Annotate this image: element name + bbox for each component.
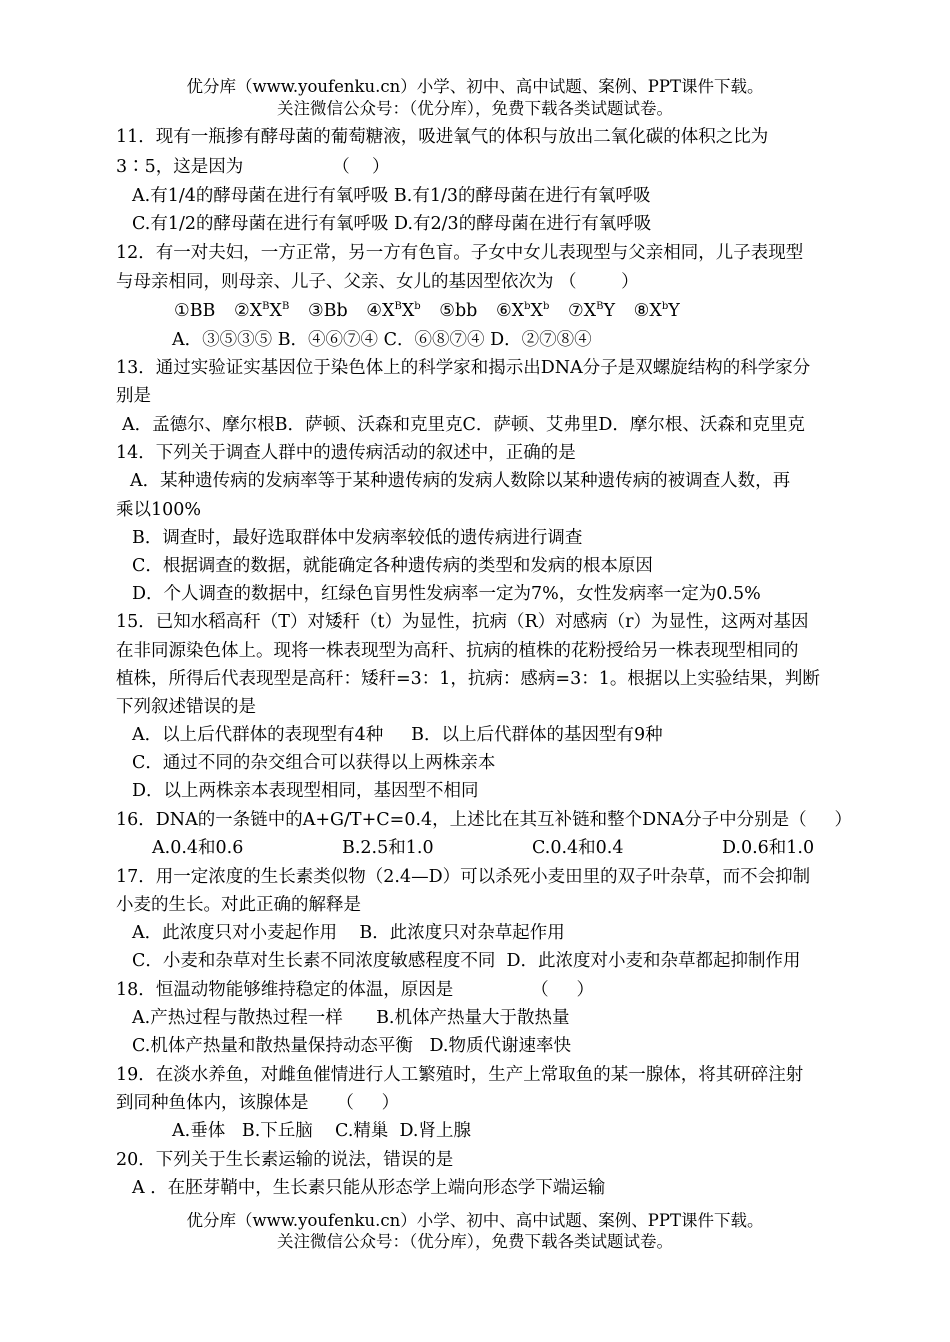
q19-options: A.垂体 B.下丘脑 C.精巢 D.肾上腺 [172, 1121, 471, 1141]
q14-option-a-line-1: A．某种遗传病的发病率等于某种遗传病的发病人数除以某种遗传病的被调查人数，再 [130, 471, 791, 491]
q16-options [152, 835, 912, 861]
q11-stem-line-1: 11．现有一瓶掺有酵母菌的葡萄糖液，吸进氧气的体积与放出二氧化碳的体积之比为 [116, 127, 769, 147]
q16-option-c: C.0.4和0.4 [532, 838, 624, 858]
q17-options-ab: A．此浓度只对小麦起作用 B．此浓度只对杂草起作用 [132, 923, 565, 943]
q15-stem-line-2: 在非同源染色体上。现将一株表现型为高秆、抗病的植株的花粉授给另一株表现型相同的 [116, 641, 799, 661]
q15-stem-line-1: 15．已知水稻高秆（T）对矮秆（t）为显性，抗病（R）对感病（r）为显性，这两对基因 [116, 612, 809, 632]
q13-stem-line-2: 别是 [116, 386, 151, 406]
q15-option-d: D．以上两株亲本表现型相同，基因型不相同 [132, 781, 479, 801]
q14-option-c: C．根据调查的数据，就能确定各种遗传病的类型和发病的根本原因 [132, 556, 653, 576]
q15-stem-line-3: 植株，所得后代表现型是高秆：矮秆=3：1，抗病：感病=3：1。根据以上实验结果，判断 [116, 669, 820, 689]
header-line-1: 优分库（www.youfenku.cn）小学、初中、高中试题、案例、PPT课件下载。 [186, 77, 764, 96]
q13-options: A．孟德尔、摩尔根B．萨顿、沃森和克里克C．萨顿、艾弗里D．摩尔根、沃森和克里克 [122, 415, 805, 435]
q18-stem: 18．恒温动物能够维持稳定的体温，原因是 （ ） [116, 980, 594, 1000]
q19-stem-line-2: 到同种鱼体内，该腺体是 （ ） [116, 1093, 400, 1113]
q20-stem: 20．下列关于生长素运输的说法，错误的是 [116, 1150, 454, 1170]
q20-option-a: A ．在胚芽鞘中，生长素只能从形态学上端向形态学下端运输 [132, 1178, 606, 1198]
q14-option-a-line-2: 乘以100% [116, 500, 202, 520]
q14-option-d: D．个人调查的数据中，红绿色盲男性发病率一定为7%，女性发病率一定为0.5% [132, 584, 761, 604]
q13-stem-line-1: 13．通过实验证实基因位于染色体上的科学家和揭示出DNA分子是双螺旋结构的科学家分 [116, 358, 811, 378]
q12-genotype-list [174, 298, 693, 324]
q18-options-ab: A.产热过程与散热过程一样 B.机体产热量大于散热量 [132, 1008, 570, 1028]
q15-option-c: C．通过不同的杂交组合可以获得以上两株亲本 [132, 753, 496, 773]
q12-genotype-2: $②X^BX^B$ [234, 301, 290, 321]
q16-option-d: D.0.6和1.0 [722, 838, 815, 858]
q18-options-cd: C.机体产热量和散热量保持动态平衡 D.物质代谢速率快 [132, 1036, 571, 1056]
q12-genotype-6: $⑥X^bX^b$ [495, 301, 550, 321]
q15-options-ab: A．以上后代群体的表现型有4种 B．以上后代群体的基因型有9种 [132, 725, 663, 745]
q16-option-a: A.0.4和0.6 [152, 838, 244, 858]
q12-genotype-7: $⑦X^BY$ [567, 301, 616, 321]
q11-options-ab: A.有1/4的酵母菌在进行有氧呼吸 B.有1/3的酵母菌在进行有氧呼吸 [132, 186, 651, 206]
q12-genotype-1: ①BB [174, 301, 216, 321]
q12-genotype-5: ⑤bb [439, 301, 478, 321]
q15-stem-line-4: 下列叙述错误的是 [116, 697, 256, 717]
q19-stem-line-1: 19．在淡水养鱼，对雌鱼催情进行人工繁殖时，生产上常取鱼的某一腺体，将其研碎注射 [116, 1065, 804, 1085]
q12-stem-line-2: 与母亲相同，则母亲、儿子、父亲、女儿的基因型依次为 （ ） [116, 272, 639, 292]
footer-line-2: 关注微信公众号：（优分库），免费下载各类试题试卷。 [277, 1232, 673, 1251]
q17-stem-line-1: 17．用一定浓度的生长素类似物（2.4—D）可以杀死小麦田里的双子叶杂草，而不会抑制 [116, 867, 811, 887]
q12-genotype-3: ③Bb [307, 301, 348, 321]
q16-stem: 16．DNA的一条链中的A+G/T+C=0.4，上述比在其互补链和整个DNA分子中分别是（ ） [116, 810, 852, 830]
header-line-2: 关注微信公众号：（优分库），免费下载各类试题试卷。 [277, 99, 673, 118]
q11-stem-line-2: 3∶5，这是因为 （ ） [116, 157, 390, 177]
q11-options-cd: C.有1/2的酵母菌在进行有氧呼吸 D.有2/3的酵母菌在进行有氧呼吸 [132, 214, 652, 234]
footer-line-1: 优分库（www.youfenku.cn）小学、初中、高中试题、案例、PPT课件下载。 [186, 1211, 764, 1230]
q17-stem-line-2: 小麦的生长。对此正确的解释是 [116, 895, 361, 915]
q12-genotype-4: $④X^BX^b$ [366, 301, 421, 321]
q14-option-b: B．调查时，最好选取群体中发病率较低的遗传病进行调查 [132, 528, 583, 548]
q17-options-cd: C．小麦和杂草对生长素不同浓度敏感程度不同 D．此浓度对小麦和杂草都起抑制作用 [132, 951, 801, 971]
q12-genotype-8: $⑧X^bY$ [633, 301, 680, 321]
q14-stem: 14．下列关于调查人群中的遗传病活动的叙述中，正确的是 [116, 443, 576, 463]
q12-options: A．③⑤③⑤ B．④⑥⑦④ C．⑥⑧⑦④ D．②⑦⑧④ [172, 330, 592, 350]
q12-stem-line-1: 12．有一对夫妇，一方正常，另一方有色盲。子女中女儿表现型与父亲相同，儿子表现型 [116, 243, 804, 263]
q16-option-b: B.2.5和1.0 [342, 838, 434, 858]
